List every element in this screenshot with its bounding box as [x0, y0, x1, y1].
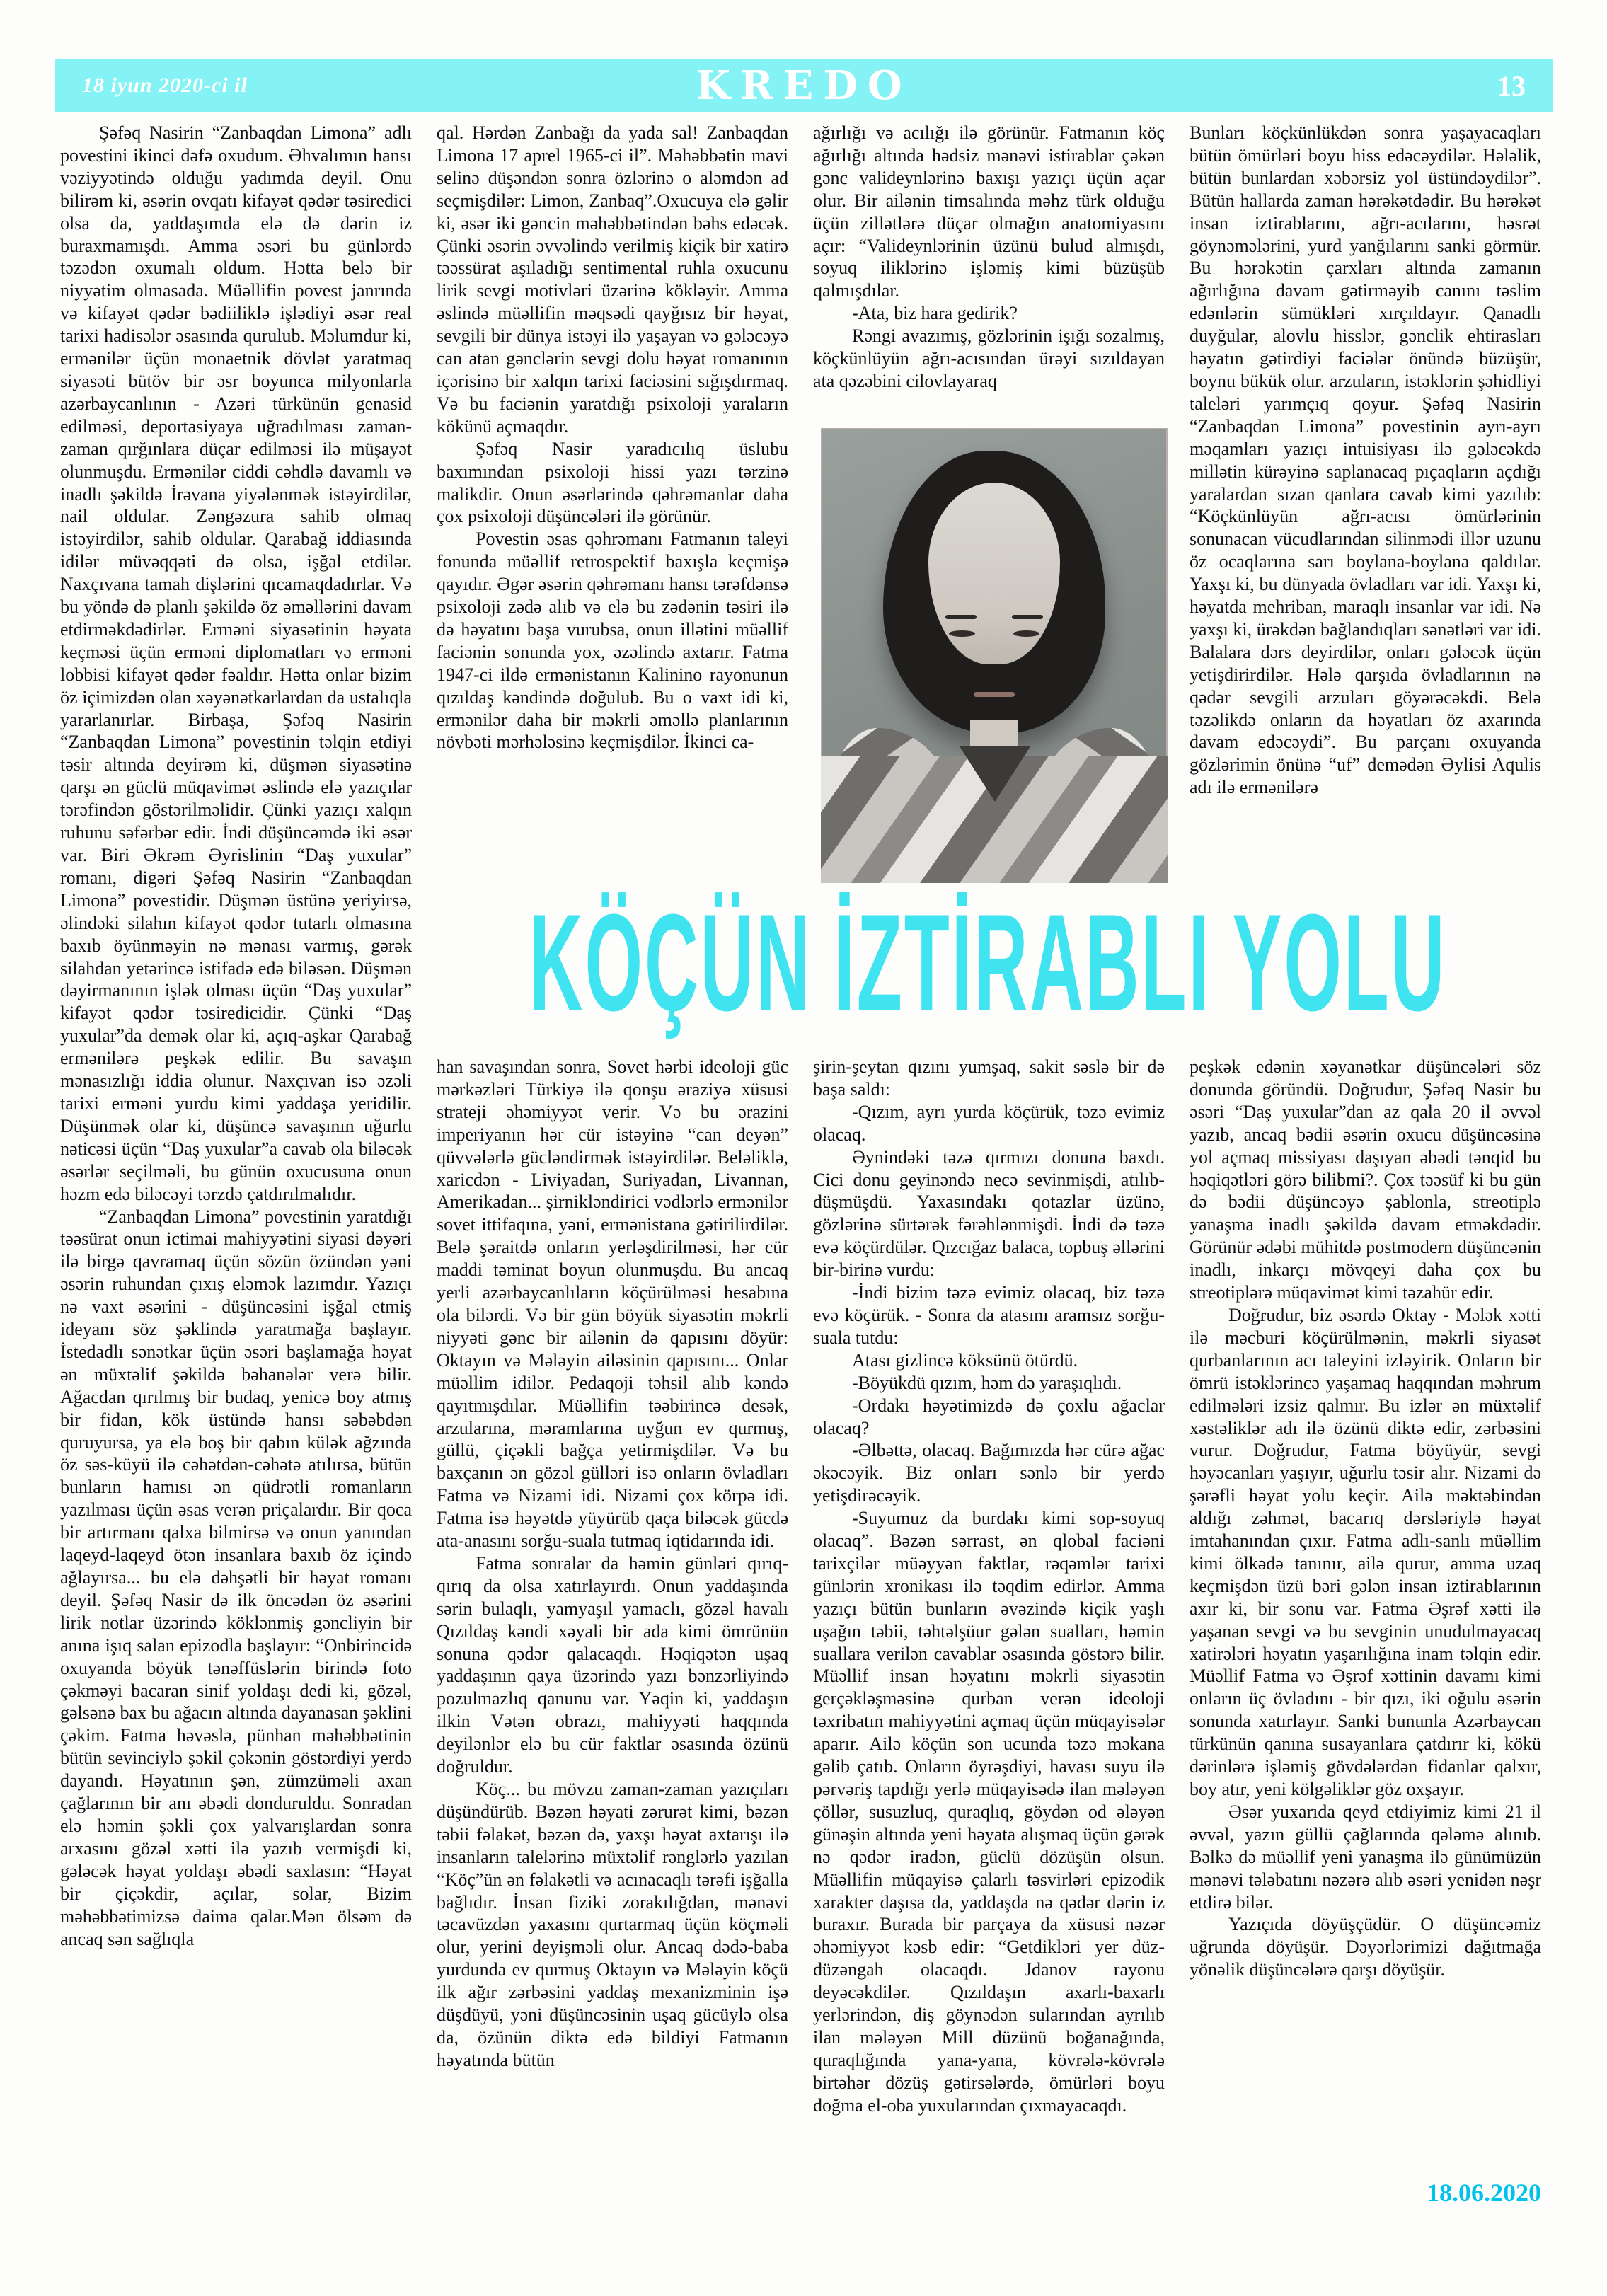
portrait-brow	[1012, 615, 1043, 619]
paragraph: Doğrudur, biz əsərdə Oktay - Mələk xətti ilə məcburi köçürülmənin, məkrli siyasət qurbanlarının acı taleyini izləyirik. Onların bir ömrü istəklərincə yaşamaq haqqından məhrum edilmələri izsiz qalmır. Bu izlər ən müxtəlif xəstəliklər adı ilə özünü diktə edir, zərbəsini vurur. Doğrudur, Fatma böyüyür, sevgi həyəcanları yaşıyır, uğurlu təsir alır. Nizami də şərəfli həyat yolu keçir. Ailə məktəbindən aldığı zəhmət, bacarıq dərsləriylə həyat imtahanından çıxır. Fatma adlı-sanlı müəllim kimi ölkədə tanınır, ailə qurur, amma uzaq keçmişdən üzü bəri gələn insan iztirablarının axır ki, bir sonu var. Fatma Əşrəf xətti ilə yaşanan sevgi və bu sevginin unudulmayacaq xatirələri həyatın yaşarılığına inam təlqin edir. Müəllif Fatma və Əşrəf xəttinin davamı kimi onların üç övladını - bir qızı, iki oğulu əsərin sonunda xatırlayır. Sanki bununla Azərbaycan türkünün qanına susayanlara çatdırır ki, kökü dərinlərə işləmiş gövdələrdən fidanlar qalxır, boy atır, yeni kölgəliklər göz oxşayır.	[1190, 1304, 1541, 1799]
paragraph: -Böyükdü qızım, həm də yaraşıqlıdı.	[852, 1372, 1122, 1393]
masthead: KREDO	[696, 62, 912, 109]
article-column-4-bottom	[1190, 1056, 1541, 2174]
headline: KÖÇÜN İZTİRABLI YOLU	[529, 884, 1447, 1040]
article-column-4-top	[1190, 122, 1541, 892]
article-column-2-bottom	[437, 1056, 788, 2234]
paragraph: Povestin əsas qəhrəmanı Fatmanın taleyi fonunda müəllif retrospektif baxışla keçmişə qayıdır. Əgər əsərin qəhrəmanı hansı tərəfdənsə psixoloji zədə alıb və elə bu zədənin təsiri ilə də həyatını başa vurubsa, onun illətini müəllif faciənin sonunda yox, əzəlində axtarır. Fatma 1947-ci ildə ermənistanın Kalinino rayonunun qızıldaş kəndində doğulub. Bu o vaxt idi ki, ermənilər daha bir məkrli əməllə planlarının növbəti mərhələsinə keçmişdilər. İkinci ca-	[437, 529, 788, 753]
paragraph: Bunları köçkünlükdən sonra yaşayacaqları bütün ömürləri boyu hiss edəcəydilər. Hələlik, bütün bunlardan xəbərsiz yol üstündəydilər”. Bütün hallarda zaman hərəkətdədir. Bu hərəkət insan iztirablarını, ağrı-acılarını, həsrət göynəmələrini, yurd yanğılarını sanki görmür. Bu hərəkətin çarxları altında zamanın ağırlığına davam gətirməyib canını təslim edənlərin sümükləri xırçıldayır. Qanadlı duyğular, alovlu hisslər, gənclik ehtirasları həyatın gətirdiyi faciələr önündə büzüşür, boynu bükük olur. arzuların, istəklərin şəhidliyi taleləri yarımçıq qoyur. Şəfəq Nasirin “Zanbaqdan Limona” povestinin ayrı-ayrı məqamları yazıçı intuisiyası ilə gələcəkdə millətin kürəyinə saplanacaq pıçaqların açdığı yaralardan sızan qanlara cavab kimi yazılıb: “Köçkünlüyün ağrı-acısı ömürlərinin sonunacan vücudlarından silinmədi illər uzunu öz ocaqlarına sarı boylana-boylana qaldılar. Yaxşı ki, bu dünyada övladları var idi. Yaxşı ki, həyatda mehriban, maraqlı insanlar var idi. Nə yaxşı ki, ürəkdən bağlandıqları sənətləri var idi. Balalara dərs deyirdilər, onları gələcək üçün yetişdirirdilər. Hələ qarşıda övladlarının nə qədər sevgili arzuları göyərəcəkdi. Belə təzəlikdə onların da həyatları öz axarında davam edəcəydi”. Bu parçanı oxuyanda gözlərimin önünə “uf” demədən Əylisi Aqulis adı ilə ermənilərə	[1190, 122, 1541, 798]
paragraph: Əsər yuxarıda qeyd etdiyimiz kimi 21 il əvvəl, yazın güllü çağlarında qələmə alınıb. Bəlkə də müəllif yeni yanaşma ilə günümüzün mənəvi tələbatını nəzərə alıb əsəri yenidən nəşr etdirə bilər.	[1190, 1801, 1541, 1913]
issue-date: 18 iyun 2020-ci il	[82, 74, 248, 97]
paragraph: -Əlbəttə, olacaq. Bağımızda hər cürə ağac əkəcəyik. Biz onları sənlə bir yerdə yetişdirəcəyik.	[813, 1440, 1165, 1506]
paragraph: -Ata, biz hara gedirik?	[852, 303, 1018, 324]
paragraph: -Ordakı həyətimizdə də çoxlu ağaclar olacaq?	[813, 1395, 1165, 1438]
portrait-collar	[960, 746, 1030, 802]
paragraph: Fatma sonralar da həmin günləri qırıq-qırıq da olsa xatırlayırdı. Onun yaddaşında sərin bulaqlı, yamyaşıl yamaclı, gözəl havalı Qızıldaş kəndi xəyali bir ada kimi ömrünün sonuna qədər qalacaqdı. Həqiqətən uşaq yaddaşının qaya üzərində yazı bənzərliyində pozulmazlıq qanunu var. Yəqin ki, yaddaşın ilkin Vətən obrazı, mahiyyəti haqqında deyilənlər elə bu cür faktlar əsasında özünü doğruldur.	[437, 1552, 788, 1777]
portrait-mouth	[974, 692, 1015, 697]
paragraph: Köç... bu mövzu zaman-zaman yazıçıları düşündürüb. Bəzən həyati zərurət kimi, bəzən təbii fəlakət, bəzən də, yaxşı həyat axtarışı ilə insanların talelərinə müxtəlif rənglərlə yazılan “Köç”ün ən fəlakətli və acınacaqlı tərəfi işğalla bağlıdır. İnsan fiziki zorakılığdan, mənəvi təcavüzdən yaxasını qurtarmaq üçün köçməli olur, yerini deyişməli olur. Ancaq dədə-baba yurdunda ev qurmuş Oktayın və Mələyin köçü ilk ağır zərbəsini yaddaş mexanizminin işə düşdüyü, yəni düşüncəsinin uşaq gücüylə olsa da, özünün diktə edə bildiyi Fatmanın həyatında bütün	[437, 1779, 788, 2070]
article-column-1	[60, 122, 412, 2227]
article-column-3-top	[813, 122, 1165, 427]
paragraph: peşkək edənin xəyanətkar düşüncələri söz donunda göründü. Doğrudur, Şəfəq Nasir bu əsəri “Daş yuxular”dan az qala 20 il əvvəl yazıb, ancaq bədii əsərin oxucu düşüncəsinə yol açmaq missiyası daşıyan əbədi tənqid bu həqiqətləri görə bilibmi?. Çox təəsüf ki bu gün də bədii düşüncəyə şablonla, streotiplə yanaşma inadlı şəkildə davam etməkdədir. Görünür ədəbi mühitdə postmodern düşüncənin inadlı, inkarçı mövqeyi daha çox bu streotiplərə müqavimət kimi təzahür edir.	[1190, 1056, 1541, 1303]
paragraph: Rəngi avazımış, gözlərinin işığı sozalmış, köçkünlüyün ağrı-acısından ürəyi sızıldayan ata qəzəbini cilovlayaraq	[813, 325, 1165, 391]
portrait-brow	[945, 615, 977, 619]
paragraph: Atası gizlincə köksünü ötürdü.	[852, 1349, 1078, 1371]
paragraph: -Qızım, ayrı yurda köçürük, təzə evimiz olacaq.	[813, 1101, 1165, 1145]
paragraph: Yazıçıda döyüşçüdür. O düşüncəmiz uğrunda döyüşür. Dəyərlərimizi dağıtmağa yönəlik düşüncələrə qarşı döyüşür.	[1190, 1914, 1541, 1980]
paragraph: Şəfəq Nasir yaradıcılıq üslubu baxımından psixoloji hissi yazı tərzinə malikdir. Onun əsərlərində qəhrəmanlar daha çox psixoloji düşüncələri ilə görünür.	[437, 438, 788, 527]
article-column-3-bottom	[813, 1056, 1165, 2234]
paragraph: -Suyumuz da burdakı kimi sop-soyuq olacaq”. Bəzən sərrast, ən qlobal faciəni tarixçilər müəyyən faktlar, rəqəmlər tarixi günlərin xronikası ilə təqdim edirlər. Amma yazıçı bütün bunların əvəzində kiçik yaşlı uşağın təbii, təhtəlşüur gələn sualları, həmin suallara verilən cavablar əsasında göstərə bilir. Müəllif insan həyatını məkrli siyasətin gerçəkləşməsinə qurban verən ideoloji təxribatın mahiyyətini açmaq üçün müqayisələr aparır. Ailə köçün son ucunda təzə məkana gəlib çatıb. Onların öyrəşdiyi, havası suyu ilə pərvəriş tapdığı yerlə müqayisədə ilan mələyən çöllər, susuzluq, quraqlıq, göydən od ələyən günəşin altında yeni həyata alışmaq üçün gərək nə qədər iradən, güclü dözüşün olsun. Müəllifin müqayisə çalarlı təsvirləri epizodik xarakter daşısa da, yaddaşda nə qədər dərin iz buraxır. Burada bir parçaya da xüsusi nəzər əhəmiyyət kəsb edir: “Getdikləri yer düz-düzəngah olacaqdı. Jdanov rayonu deyəcəkdilər. Qızıldaşın axarlı-baxarlı yerlərindən, diş göynədən sularından ayrılıb ilan mələyən Mill düzünü boğanağında, quraqlığında yana-yana, kövrələ-kövrələ birtəhər dözüş gətirsələrdə, ömürləri boyu doğma el-oba yuxularından çıxmayacaqdı.	[813, 1508, 1165, 2116]
paragraph: -İndi bizim təzə evimiz olacaq, biz təzə evə köçürük. - Sonra da atasını aramsız sorğu-suala tutdu:	[813, 1282, 1165, 1348]
paragraph: han savaşından sonra, Sovet hərbi ideoloji güc mərkəzləri Türkiyə ilə qonşu əraziyə xüsusi strateji əhəmiyyət verir. Və bu ərazini imperiyanın hər cür istəyinə “can deyən” qüvvələrlə gücləndirmək istəyirdilər. Beləliklə, xaricdən - Liviyadan, Suriyadan, Livannan, Amerikadan... şirnikləndirici vədlərlə ermənilər sovet ittifaqına, yəni, ermənistana gətirilirdilər. Belə şəraitdə onların yerləşdirilməsi, hər cür maddi təminat boyun olunmuşdu. Bu ancaq yerli azərbaycanlıların köçürülməsi hesabına ola bilərdi. Və bir gün böyük siyasətin məkrli niyyəti gənc bir ailənin də qapısını döyür: Oktayın və Mələyin ailəsinin qapısını... Onlar müəllim idilər. Pedaqoji təhsil alıb kəndə qayıtmışdılar. Müəllifin təəbirincə desək, arzularına, məramlarına uyğun ev qurmuş, güllü, çiçəkli bağça yetirmişdilər. Və bu baxçanın ən gözəl gülləri isə onların övladları Fatma və Nizami idi. Nizami çox körpə idi. Fatma isə həyətdə yüyürüb qaça biləcək gücdə ata-anasını sorğu-suala tutmaq iqtidarında idi.	[437, 1056, 788, 1552]
photo-portrait	[821, 428, 1168, 883]
headline-band	[425, 884, 1551, 1040]
paragraph: “Zanbaqdan Limona” povestinin yaratdığı təəsürat onun ictimai mahiyyətini siyasi dəyəri ilə birgə qavramaq üçün sözün özündən yəni əsərin ruhundan çıxış eləmək lazımdır. Yazıçı nə vaxt əsərini - düşüncəsini işğal etmiş ideyanı söz şəklində yaratmağa başlayır. İstedadlı sənətkar üçün əsəri başlamağa həyat ən müxtəlif şəkildə bəhanələr verə bilir. Ağacdan qırılmış bir budaq, yenicə boy atmış bir fidan, kök üstündə hansı səbəbdən quruyursa, ya elə boş bir qabın külək ağzında öz səs-küyü ilə cəhətdən-cəhətə atılırsa, bütün bunların hamısı ən qüdrətli romanların yazılması üçün əsas verən priçalardır. Bir qoca bir artırmanı qalxa bilmirsə və onun yanından laqeyd-laqeyd ötən insanlara baxıb öz içində ağlayırsa... bu elə dəhşətli bir həyat romanı deyil. Şəfəq Nasir də ilk öncədən öz əsərini lirik notlar üzərində köklənmiş gəncliyin bir anına işıq salan epizodla başlayır: “Onbirincidə oxuyanda böyük tənəffüslərin birində foto çəkməyi bacaran sinif yoldaşı dedi ki, gözəl, gəlsənə bax bu ağacın altında dayanasan şəklini çəkim. Fatma həvəslə, pünhan məhəbbətinin bütün sevinciylə şəkil çəkənin göstərdiyi yerdə dayandı. Həyatının şən, zümzüməli axan çağlarının bir anı əbədi donduruldu. Sonradan elə həmin şəkli çox yalvarışlardan sonra arxasını gözəl xətti ilə yazıb vermişdi ki, gələcək həyat yoldaşı əbədi saxlasın: “Həyat bir çiçəkdir, açılar, solar, Bizim məhəbbətimizsə daima qalar.Mən ölsəm də ancaq sən sağlıqla	[60, 1206, 412, 1949]
paragraph: şirin-şeytan qızını yumşaq, sakit səslə bir də başa saldı:	[813, 1056, 1165, 1100]
paragraph: Şəfəq Nasirin “Zanbaqdan Limona” adlı povestini ikinci dəfə oxudum. Əhvalımın hansı vəziyyətində olduğu yadımda deyil. Onu bilirəm ki, əsərin ovqatı kifayət qədər təsiredici olsa da, yaddaşımda elə də dərin iz buraxmamışdı. Amma əsəri bu günlərdə təzədən oxumalı oldum. Hətta belə bir niyyətim olmasada. Müəllifin povest janrında və kifayət qədər bədiiliklə işlədiyi əsər real tarixi hadisələr əsasında qurulub. Məlumdur ki, ermənilər üçün monaetnik dövlət yaratmaq siyasəti bütöv bir əsr boyunca milyonlarla azərbaycanlının - Azəri türkünün genasid edilməsi, deportasiyaya uğradılması zaman-zaman qırğınlara düçar edilməsi ilə müşayət olunmuşdu. Ermənilər ciddi cəhdlə davamlı və inadlı şəkildə İrəvana yiyələnmək istəyirdilər, nail oldular. Zəngəzura sahib olmaq istəyirdilər, sahib oldular. Qarabağ iddiasında idilər müvəqqəti də olsa, işğal etdilər. Naxçıvana tamah dişlərini qıcamaqdadırlar. Və bu yöndə də planlı şəkildə öz əməllərini davam etdirməkdədirlər. Erməni siyasətinin həyata keçməsi üçün erməni diplomatları və erməni lobbisi kifayət qədər fəaldır. Hətta onlar bizim öz içimizdən olan xəyənətkarlardan da ustalıqla yararlanırlar. Birbaşa, Şəfəq Nasirin “Zanbaqdan Limona” povestinin təlqin etdiyi təsir altında deyirəm ki, düşmən siyasətinə qarşı ən güclü müqavimət əslində elə yazıçılar tərəfindən göstərilməlidir. Çünki yazıçı xalqın ruhunu səfərbər edir. İndi düşüncəmdə iki əsər var. Biri Əkrəm Əyrislinin “Daş yuxular” romanı, digəri Şəfəq Nasirin “Zanbaqdan Limona” povestidir. Düşmən üstünə yeriyirsə, əlindəki silahın kifayət qədər tutarlı olmasına baxıb öyünməyin nə mənası varmış, gərək silahdan yetərincə istifadə edə biləsən. Düşmən dəyirmanının işlək olması üçün “Daş yuxular” kifayət qədər təsiredicidir. Çünki “Daş yuxular”da demək olar ki, açıq-aşkar Qarabağ ermənilərə peşkək edilir. Bu savaşın mənasızlığı iddia olunur. Naxçıvan isə əzəli tarixi erməni yurdu kimi yaddaşa yeridilir. Düşünmək olar ki, düşüncə savaşının uğurlu nəticəsi üçün “Daş yuxular”a cavab ola biləcək əsərlər seçilməli, bu günün oxucusuna onun həzm edə biləcəyi tərzdə çatdırılmalıdır.	[60, 122, 412, 1204]
article-column-2-top	[437, 122, 788, 892]
portrait-eye	[1013, 630, 1039, 637]
page-number: 13	[1497, 69, 1526, 102]
paragraph: Əynindəki təzə qırmızı donuna baxdı. Cici donu geyinəndə necə sevinmişdi, atılıb-düşmüşdü. Yaxasındakı qotazlar üzünə, gözlərinə sürtərək fərəhlənmişdi. İndi də təzə evə köçürdülər. Qızcığaz balaca, topbuş əllərini bir-birinə vurdu:	[813, 1146, 1165, 1281]
paragraph: qal. Hərdən Zanbağı da yada sal! Zanbaqdan Limona 17 aprel 1965-ci il”. Məhəbbətin mavi selinə düşəndən sonra özlərinə o aləmdən ad seçmişdilər: Limon, Zanbaq”.Oxucuya elə gəlir ki, əsər iki gəncin məhəbbətindən bəhs edəcək. Çünki əsərin əvvəlində verilmiş kiçik bir xatirə təəssürat aşıladığı sentimental ruhla oxucunu lirik sevgi motivləri üzərinə kökləyir. Amma əslində müəllifin məqsədi qayğısız bir həyat, sevgili bir dünya istəyi ilə yaşayan və gələcəyə can atan gənclərin sevgi dolu həyat romanının içərisinə bir xalqın tarixi faciəsini sığışdırmaq. Və bu faciənin yaratdığı psixoloji yaraların kökünü açmaqdır.	[437, 122, 788, 437]
paragraph: ağırlığı və acılığı ilə görünür. Fatmanın köç ağırlığı altında hədsiz mənəvi istirablar çəkən gənc valideynlərinə baxışı yazıçı üçün açar olur. Bir ailənin timsalında məhz türk olduğu üçün zillətlərə düçar olmağın anatomiyasını açır: “Valideynlərinin üzünü bulud almışdı, soyuq iliklərinə işləmiş kimi büzüşüb qalmışdılar.	[813, 122, 1165, 301]
header-bar	[55, 59, 1553, 112]
portrait-face	[928, 483, 1060, 664]
footer-date: 18.06.2020	[1427, 2179, 1541, 2207]
